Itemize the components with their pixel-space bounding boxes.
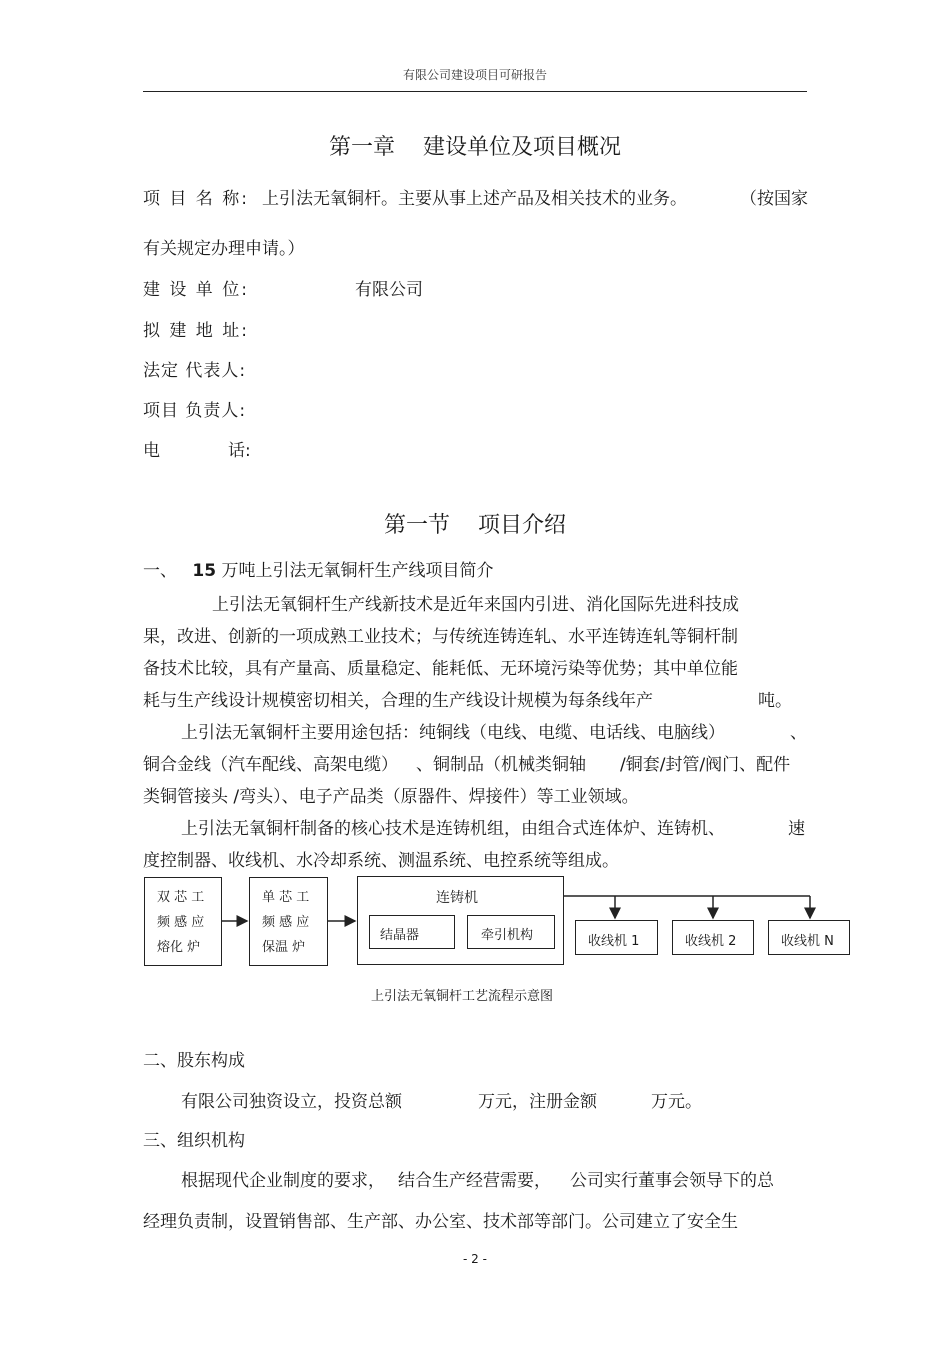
para2-line: 铜合金线（汽车配线、高架电缆）: [143, 755, 398, 775]
sub1-number: 15: [192, 561, 217, 581]
para1-tail: 吨。: [758, 691, 792, 711]
para3-line: 度控制器、收线机、水冷却系统、测温系统、电控系统等组成。: [143, 851, 619, 871]
project-name-value: 上引法无氧铜杆。主要从事上述产品及相关技术的业务。: [262, 189, 687, 209]
para1-line: 备技术比较，具有产量高、质量稳定、能耗低、无环境污染等优势；其中单位能: [143, 659, 738, 679]
winder-label: 收线机 2: [685, 934, 737, 949]
para3-line-tail: 速: [788, 819, 805, 839]
box-text: 单 芯 工: [262, 890, 310, 905]
sub3-line-a: 根据现代企业制度的要求，: [181, 1171, 385, 1191]
traction-label: 牵引机构: [481, 928, 534, 943]
unit-label: 建 设 单 位:: [143, 280, 249, 300]
project-name-tail: （按国家: [740, 189, 808, 209]
sub3-title: 三、组织机构: [143, 1131, 245, 1151]
para2-line: 上引法无氧铜杆主要用途包括：纯铜线（电线、电缆、电话线、电脑线）: [181, 723, 725, 743]
address-label: 拟 建 地 址:: [143, 321, 249, 341]
box-text: 频 感 应: [262, 915, 310, 930]
box-text: 保温 炉: [262, 940, 306, 955]
crystallizer-label: 结晶器: [380, 928, 420, 943]
project-name-value-cont: 有关规定办理申请。）: [143, 239, 305, 259]
unit-value: 有限公司: [355, 280, 423, 300]
sub3-line-b: 结合生产经营需要，: [398, 1171, 551, 1191]
sub2-text-c: 万元。: [651, 1092, 702, 1112]
sub2-text-b: 万元，注册金额: [478, 1092, 597, 1112]
para2-line-tail: 、: [790, 723, 807, 743]
sub2-text-a: 有限公司独资设立，投资总额: [181, 1092, 402, 1112]
para1-line: 上引法无氧铜杆生产线新技术是近年来国内引进、消化国际先进科技成: [212, 595, 739, 615]
phone-label-colon: 话:: [228, 441, 251, 461]
para1-line: 果，改进、创新的一项成熟工业技术；与传统连铸连轧、水平连铸连轧等铜杆制: [143, 627, 738, 647]
box-text: 频 感 应: [157, 915, 205, 930]
winder-label: 收线机 N: [781, 934, 834, 949]
box-text: 双 芯 工: [157, 890, 205, 905]
winder-label: 收线机 1: [588, 934, 640, 949]
phone-label: 电: [143, 441, 160, 461]
chapter-title: 第一章 建设单位及项目概况: [329, 135, 621, 160]
project-name-label: 项 目 名 称:: [143, 189, 249, 209]
sub3-line-c: 公司实行董事会领导下的总: [570, 1171, 774, 1191]
diagram-caption: 上引法无氧铜杆工艺流程示意图: [370, 989, 553, 1004]
running-header: 有限公司建设项目可研报告: [402, 68, 547, 82]
page-number: - 2 -: [463, 1252, 487, 1266]
para2-line: 、铜制品（机械类铜轴: [416, 755, 586, 775]
legal-rep-label: 法定 代表人:: [143, 361, 247, 381]
sub1-title-text: 万吨上引法无氧铜杆生产线项目简介: [221, 561, 494, 581]
sub3-line2: 经理负责制，设置销售部、生产部、办公室、技术部等部门。公司建立了安全生: [143, 1212, 738, 1232]
para3-line: 上引法无氧铜杆制备的核心技术是连铸机组，由组合式连体炉、连铸机、: [181, 819, 725, 839]
para1-line: 耗与生产线设计规模密切相关，合理的生产线设计规模为每条线年产: [143, 691, 653, 711]
para2-line: /铜套/封管/阀门、配件: [620, 755, 791, 775]
box-text: 熔化 炉: [157, 940, 201, 955]
sub1-prefix: 一、: [143, 561, 177, 581]
section-title: 第一节 项目介绍: [384, 513, 566, 538]
caster-label: 连铸机: [436, 890, 478, 906]
manager-label: 项目 负责人:: [143, 401, 247, 421]
para2-line: 类铜管接头 /弯头）、电子产品类（原器件、焊接件）等工业领域。: [143, 787, 639, 807]
sub2-title: 二、股东构成: [143, 1051, 245, 1071]
